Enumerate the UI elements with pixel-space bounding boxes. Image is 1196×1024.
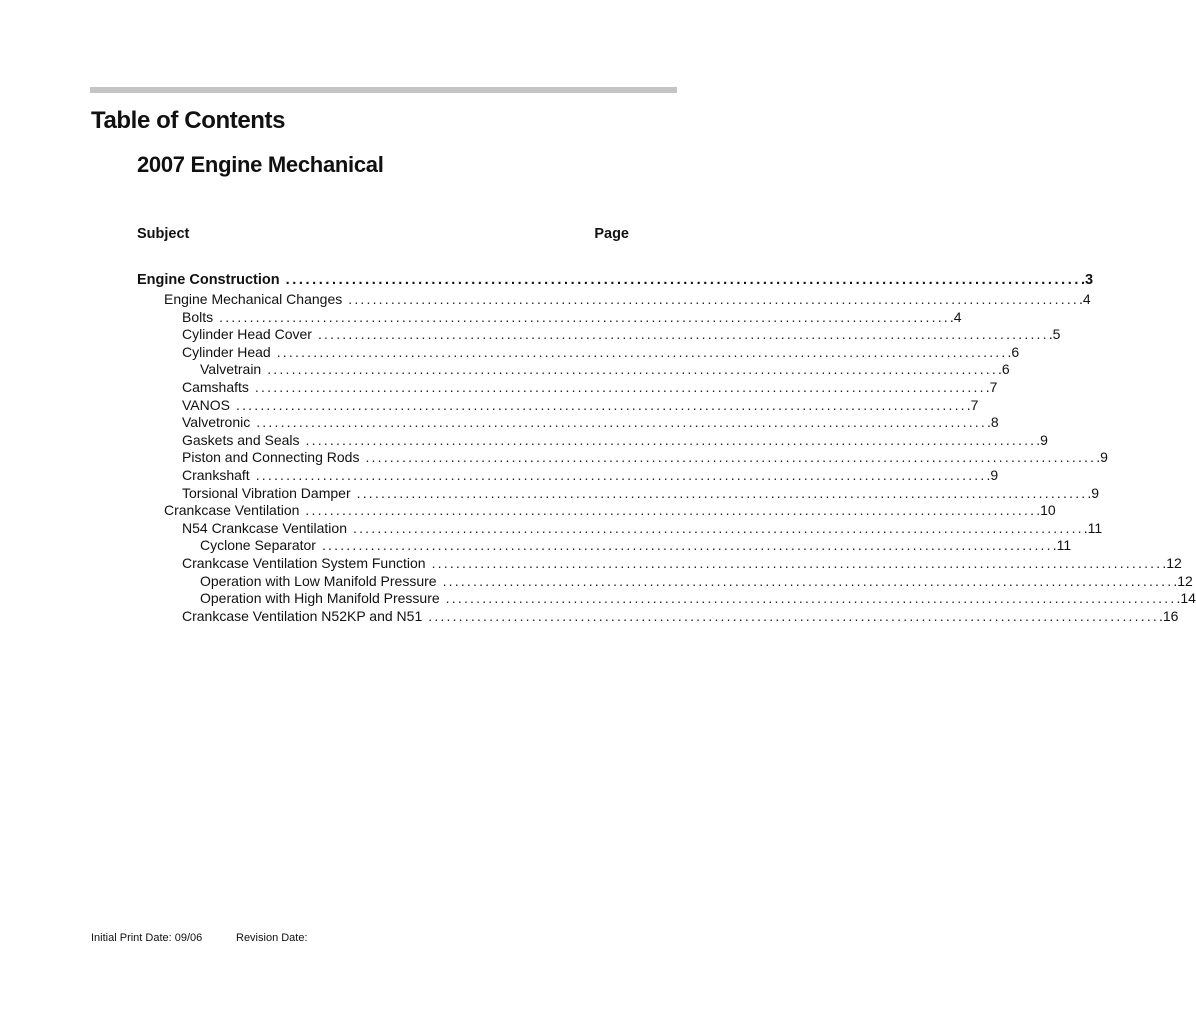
toc-entry-label: Cylinder Head (182, 343, 271, 360)
toc-entry[interactable] (137, 291, 1091, 309)
toc-entry-label: Engine Mechanical Changes (164, 291, 343, 307)
toc-entry-page: .14 (1176, 590, 1196, 607)
toc-entry-label: Torsional Vibration Damper (182, 484, 351, 501)
dot-leader: ........................................................................................................................ (285, 272, 1082, 288)
dot-leader: ........................................................................................................................ (356, 484, 1088, 501)
toc-entry-label: Valvetronic (182, 414, 251, 431)
toc-entry-page: .6 (1007, 343, 1020, 360)
toc-entry-page: .12 (1162, 554, 1182, 571)
dot-leader: ........................................................................................................................ (317, 326, 1049, 343)
dot-leader: ........................................................................................................................ (254, 378, 986, 395)
dot-leader: ........................................................................................................................ (348, 291, 1079, 307)
toc-entry[interactable] (137, 484, 1100, 503)
revision-date: Revision Date: (236, 932, 308, 944)
initial-print-date: Initial Print Date: 09/06 (91, 932, 203, 944)
toc-entry-page: .9 (1096, 449, 1108, 466)
toc-entry-page: .8 (986, 414, 999, 431)
toc-entry[interactable] (137, 270, 1094, 291)
toc-entry-label: Gaskets and Seals (182, 431, 300, 448)
subject-column-header: Subject (137, 226, 190, 242)
dot-leader: ........................................................................................................................ (353, 519, 1084, 536)
toc-entry-page: .9 (986, 466, 999, 483)
toc-entry[interactable] (137, 308, 962, 327)
toc-entry[interactable] (137, 343, 1020, 362)
dot-leader: ........................................................................................................................ (255, 466, 987, 483)
toc-entry[interactable] (137, 449, 1108, 467)
toc-entry[interactable] (137, 361, 1010, 379)
toc-entry-page: .10 (1036, 502, 1056, 519)
document-subtitle: 2007 Engine Mechanical (137, 152, 384, 177)
toc-entry-label: Operation with Low Manifold Pressure (200, 572, 437, 589)
toc-entry-label: Piston and Connecting Rods (182, 449, 360, 466)
dot-leader: ........................................................................................................................ (445, 590, 1177, 607)
dot-leader: ........................................................................................................................ (305, 431, 1037, 448)
toc-entry[interactable] (137, 607, 1179, 626)
toc-entry-label: Crankcase Ventilation (164, 502, 300, 519)
toc-entry[interactable] (137, 326, 1061, 344)
toc-entry-page: .4 (949, 308, 962, 325)
toc-entry-label: Operation with High Manifold Pressure (200, 590, 440, 607)
dot-leader: ........................................................................................................................ (365, 449, 1097, 466)
toc-entry[interactable] (137, 431, 1048, 450)
dot-leader: ........................................................................................................................ (276, 343, 1008, 360)
toc-entry-page: .16 (1159, 607, 1179, 624)
dot-leader: ........................................................................................................................ (235, 396, 967, 413)
toc-entry-page: .11 (1052, 537, 1072, 554)
toc-entry-page: .3 (1081, 272, 1094, 288)
dot-leader: ........................................................................................................................ (305, 502, 1037, 519)
toc-entry-label: Camshafts (182, 378, 249, 395)
toc-entry-page: .11 (1083, 519, 1103, 536)
toc-entry[interactable] (137, 537, 1072, 555)
toc-entry[interactable] (137, 502, 1056, 520)
toc-entry-label: VANOS (182, 396, 230, 413)
toc-entry[interactable] (137, 554, 1182, 573)
table-of-contents (137, 270, 1196, 625)
page-column-header: Page (594, 226, 629, 242)
toc-entry-label: Crankcase Ventilation System Function (182, 554, 426, 571)
dot-leader: ........................................................................................................................ (256, 414, 987, 431)
toc-entry-label: Bolts (182, 308, 214, 325)
top-rule (90, 87, 677, 93)
toc-entry-page: .7 (966, 396, 979, 413)
toc-entry[interactable] (137, 519, 1103, 538)
toc-entry-page: .5 (1048, 326, 1061, 343)
dot-leader: ........................................................................................................................ (442, 572, 1174, 589)
toc-entry-page: .12 (1173, 572, 1193, 589)
dot-leader: ........................................................................................................................ (321, 537, 1053, 554)
toc-entry-page: .7 (985, 378, 998, 395)
toc-entry[interactable] (137, 396, 979, 415)
toc-entry-label: Engine Construction (137, 272, 280, 288)
dot-leader: ........................................................................................................................ (431, 554, 1163, 571)
toc-entry[interactable] (137, 572, 1193, 591)
toc-entry-label: Cylinder Head Cover (182, 326, 312, 343)
toc-entry[interactable] (137, 466, 999, 485)
toc-entry-page: .9 (1036, 431, 1048, 448)
toc-entry-label: Cyclone Separator (200, 537, 316, 554)
toc-entry-label: N54 Crankcase Ventilation (182, 519, 347, 536)
toc-entry[interactable] (137, 378, 998, 397)
document-title: Table of Contents (91, 107, 286, 134)
toc-entry-page: .4 (1079, 291, 1091, 307)
dot-leader: ........................................................................................................................ (267, 361, 998, 378)
toc-entry-page: .9 (1087, 484, 1100, 501)
toc-entry-page: .6 (997, 361, 1010, 378)
toc-entry-label: Crankshaft (182, 466, 250, 483)
toc-entry-label: Valvetrain (200, 361, 262, 378)
toc-entry[interactable] (137, 414, 999, 432)
toc-entry-label: Crankcase Ventilation N52KP and N51 (182, 607, 423, 624)
dot-leader: ........................................................................................................................ (428, 607, 1159, 624)
dot-leader: ........................................................................................................................ (219, 308, 950, 325)
toc-entry[interactable] (137, 590, 1196, 608)
